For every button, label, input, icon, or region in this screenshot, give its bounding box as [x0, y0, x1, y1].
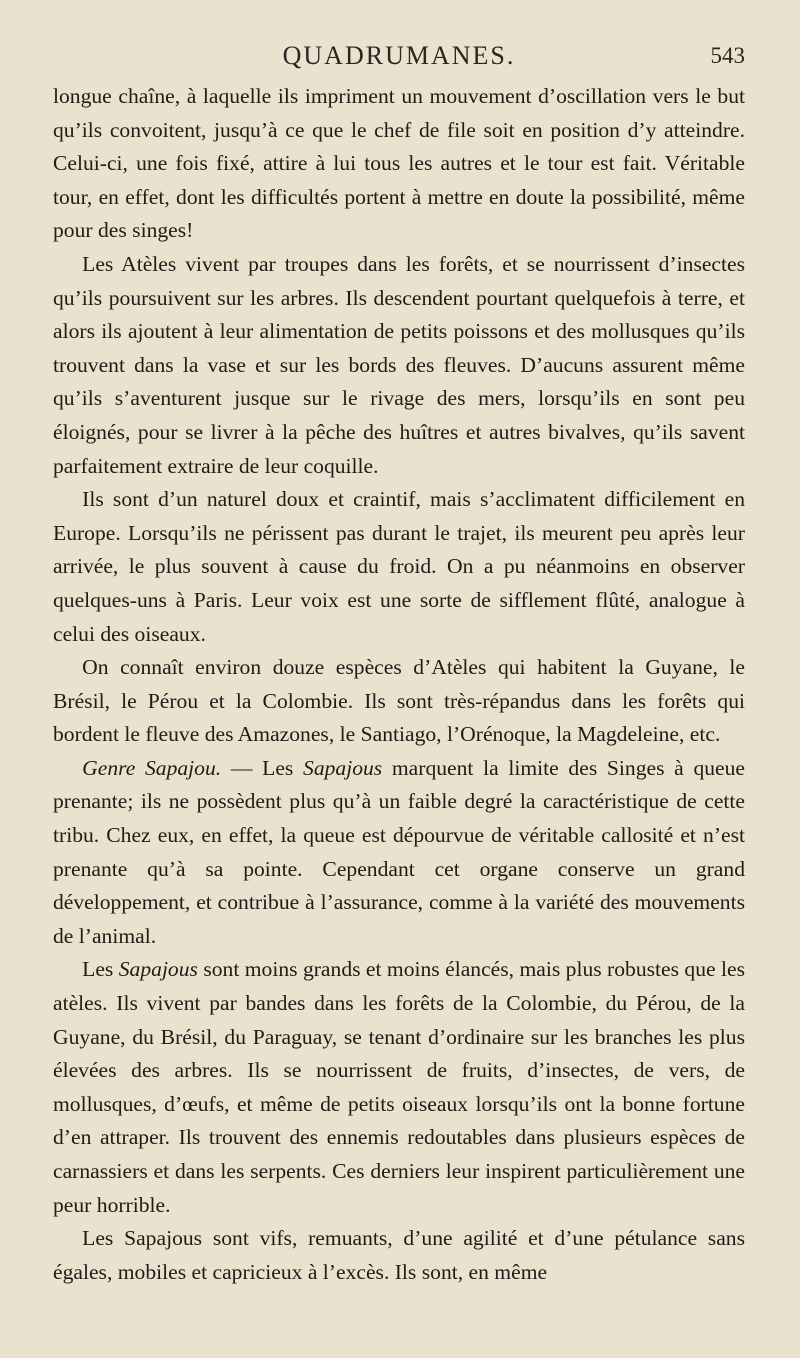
- text-segment: sont moins grands et moins élancés, mais plus robustes que les atèles. Ils vivent par bandes dans les forêts de la Colombie, du Pérou, de la Guyane, du Brésil, du Paraguay, se tenant d’ordinaire sur les branches les plus élevées des arbres. Ils se nourrissent de fruits, d’insectes, de vers, de mollusques, d’œufs, et même de petits oiseaux lorsqu’ils ont la bonne fortune d’en attraper. Ils trouvent des ennemis redoutables dans plusieurs espèces de carnassiers et dans les serpents. Ces derniers leur inspirent particulièrement une peur horrible.: [53, 957, 745, 1217]
- page-number: 543: [710, 43, 745, 68]
- text-segment: — Les: [221, 755, 304, 780]
- running-title: QUADRUMANES.: [282, 41, 516, 70]
- paragraph: [53, 651, 745, 752]
- paragraph: [53, 248, 745, 483]
- italic-term: Sapajous: [118, 957, 198, 982]
- text-segment: On connaît environ douze espèces d’Atèles qui habitent la Guyane, le Brésil, le Pérou et la Colombie. Ils sont très-répandus dans les forêts qui bordent le fleuve des Amazones, le Santiago, l’Orénoque, la Magdeleine, etc.: [53, 655, 745, 747]
- text-segment: Les Atèles vivent par troupes dans les forêts, et se nourrissent d’insectes qu’ils poursuivent sur les arbres. Ils descendent pourtant quelquefois à terre, et alors ils ajoutent à leur alimentation de petits poissons et des mollusques qu’ils trouvent dans la vase et sur les bords des fleuves. D’aucuns assurent même qu’ils s’aventurent jusque sur le rivage des mers, lorsqu’ils en sont peu éloignés, pour se livrer à la pêche des huîtres et autres bivalves, qu’ils savent parfaitement extraire de leur coquille.: [53, 251, 745, 478]
- paragraph: [53, 483, 745, 651]
- text-segment: Les: [82, 957, 119, 982]
- text-segment: Les Sapajous sont vifs, remuants, d’une agilité et d’une pétulance sans égales, mobiles et capricieux à l’excès. Ils sont, en même: [53, 1226, 745, 1284]
- paragraph: [53, 80, 745, 248]
- text-segment: longue chaîne, à laquelle ils impriment un mouvement d’oscillation vers le but qu’ils convoitent, jusqu’à ce que le chef de file soit en position d’y atteindre. Celui-ci, une fois fixé, attire à lui tous les autres et le tour est fait. Véritable tour, en effet, dont les difficultés portent à mettre en doute la possibilité, même pour des singes!: [53, 84, 745, 243]
- body-text: [53, 80, 745, 1289]
- genus-heading: Genre Sapajou.: [82, 755, 222, 780]
- italic-term: Sapajous: [303, 755, 383, 780]
- text-segment: marquent la limite des Singes à queue prenante; ils ne possèdent plus qu’à un faible degré la caractéristique de cette tribu. Chez eux, en effet, la queue est dépourvue de véritable callosité et n’est prenante qu’à sa pointe. Cependant cet organe conserve un grand développement, et contribue à l’assurance, comme à la variété des mouvements de l’animal.: [53, 755, 745, 948]
- paragraph: [53, 1222, 745, 1289]
- paragraph: [53, 953, 745, 1222]
- text-segment: Ils sont d’un naturel doux et craintif, mais s’acclimatent difficilement en Europe. Lorsqu’ils ne périssent pas durant le trajet, ils meurent peu après leur arrivée, le plus souvent à cause du froid. On a pu néanmoins en observer quelques-uns à Paris. Leur voix est une sorte de sifflement flûté, analogue à celui des oiseaux.: [53, 487, 745, 646]
- page-header: [53, 0, 745, 80]
- paragraph: [53, 752, 745, 954]
